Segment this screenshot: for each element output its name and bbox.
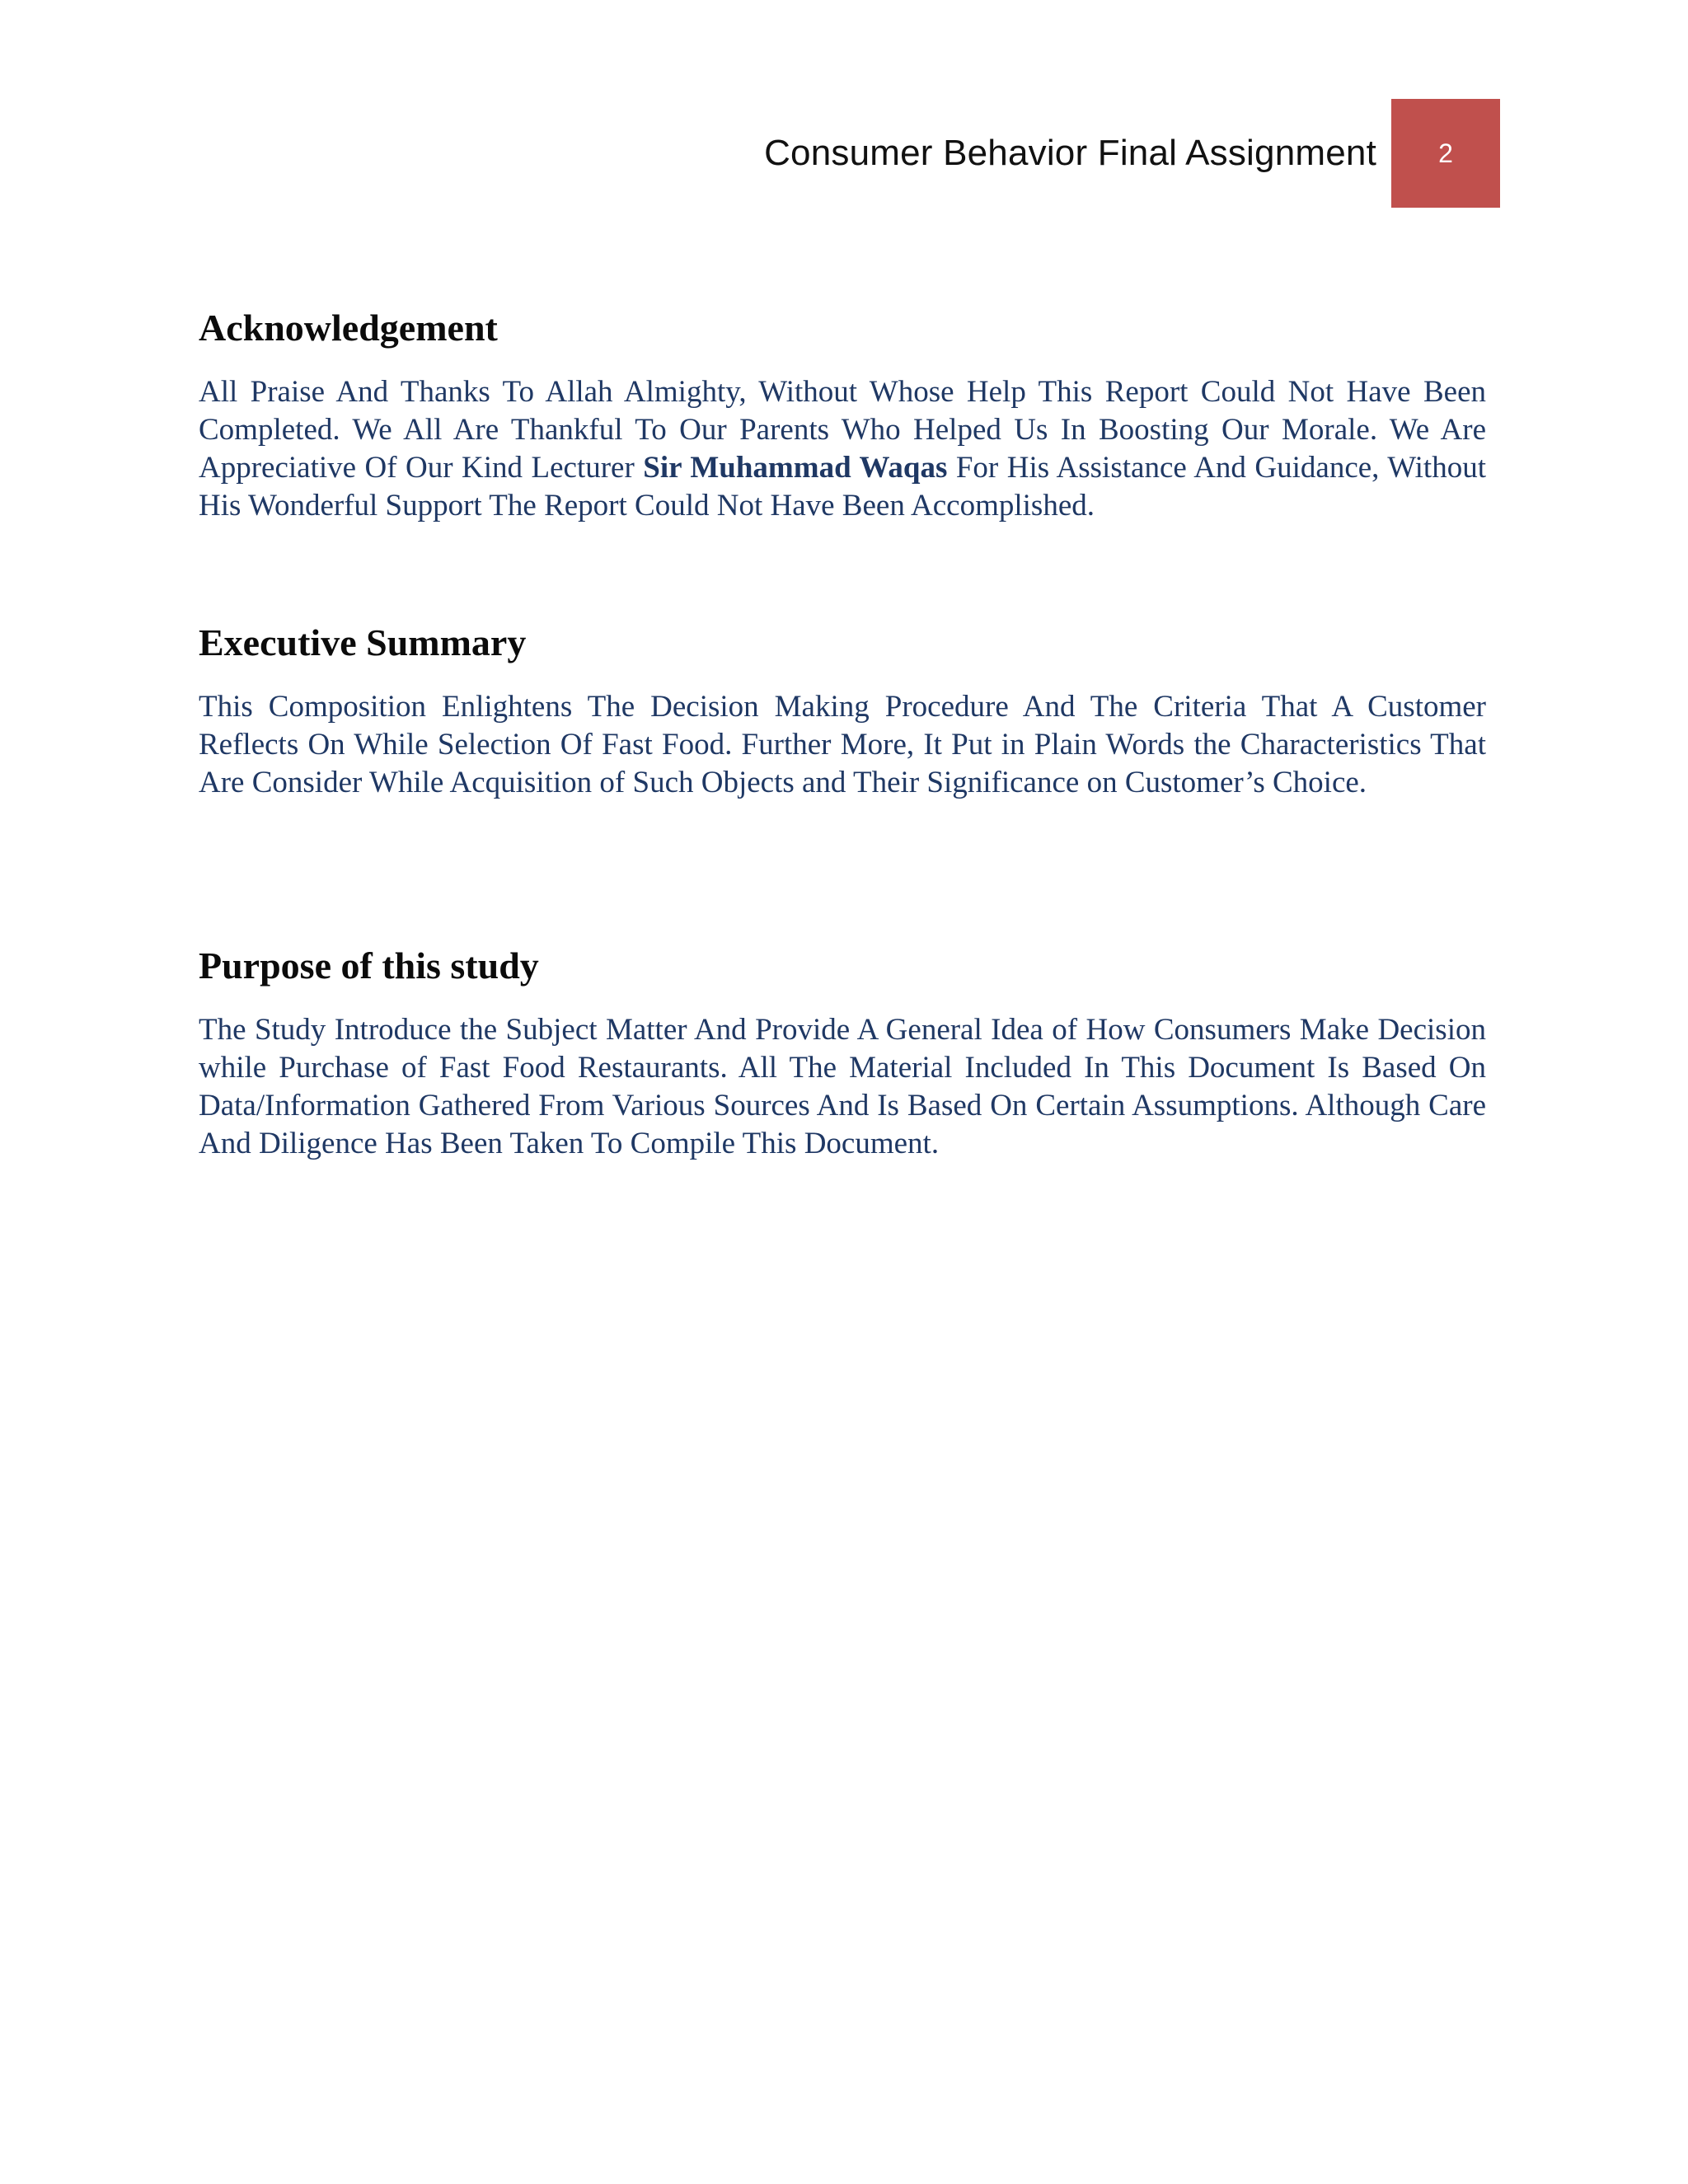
purpose-paragraph: The Study Introduce the Subject Matter And Provide A General Idea of How Consumers Make Decision while Purchase of Fast Food Restaurants. All The Material Included In This Document Is Based On Data/Information Gathered From Various Sources And Is Based On Certain Assumptions. Although Care And Diligence Has Been Taken To Compile This Document. [199,1013,1486,1161]
page-header [764,99,1500,208]
executive-summary-paragraph: This Composition Enlightens The Decision Making Procedure And The Criteria That A Customer Reflects On While Selection Of Fast Food. Further More, It Put in Plain Words the Characteristics That Are Consider While Acquisition of Such Objects and Their Significance on Customer’s Choice. [199,690,1486,800]
acknowledgement-heading: Acknowledgement [199,307,498,349]
page-number-badge [1391,99,1500,208]
acknowledgement-paragraph [199,373,1486,525]
acknowledgement-section [199,305,1486,525]
document-title: Consumer Behavior Final Assignment [764,133,1376,173]
purpose-heading: Purpose of this study [199,944,539,987]
page-number: 2 [1438,138,1453,168]
purpose-section [199,943,1486,1163]
acknowledgement-text-end: For His Assistance And Guidance, Without His Wonderful Support The Report Could Not Have Been Accomplished. [199,451,1486,523]
lecturer-name: Sir Muhammad Waqas [643,451,948,485]
executive-summary-heading: Executive Summary [199,621,527,663]
executive-summary-section [199,620,1486,802]
acknowledgement-text-start: All Praise And Thanks To Allah Almighty, Without Whose Help This Report Could Not Have Been Completed. We All Are Thankful To Our Parents Who Helped Us In Boosting Our Morale. We Are Appreciative Of Our Kind Lecturer [199,375,1486,485]
